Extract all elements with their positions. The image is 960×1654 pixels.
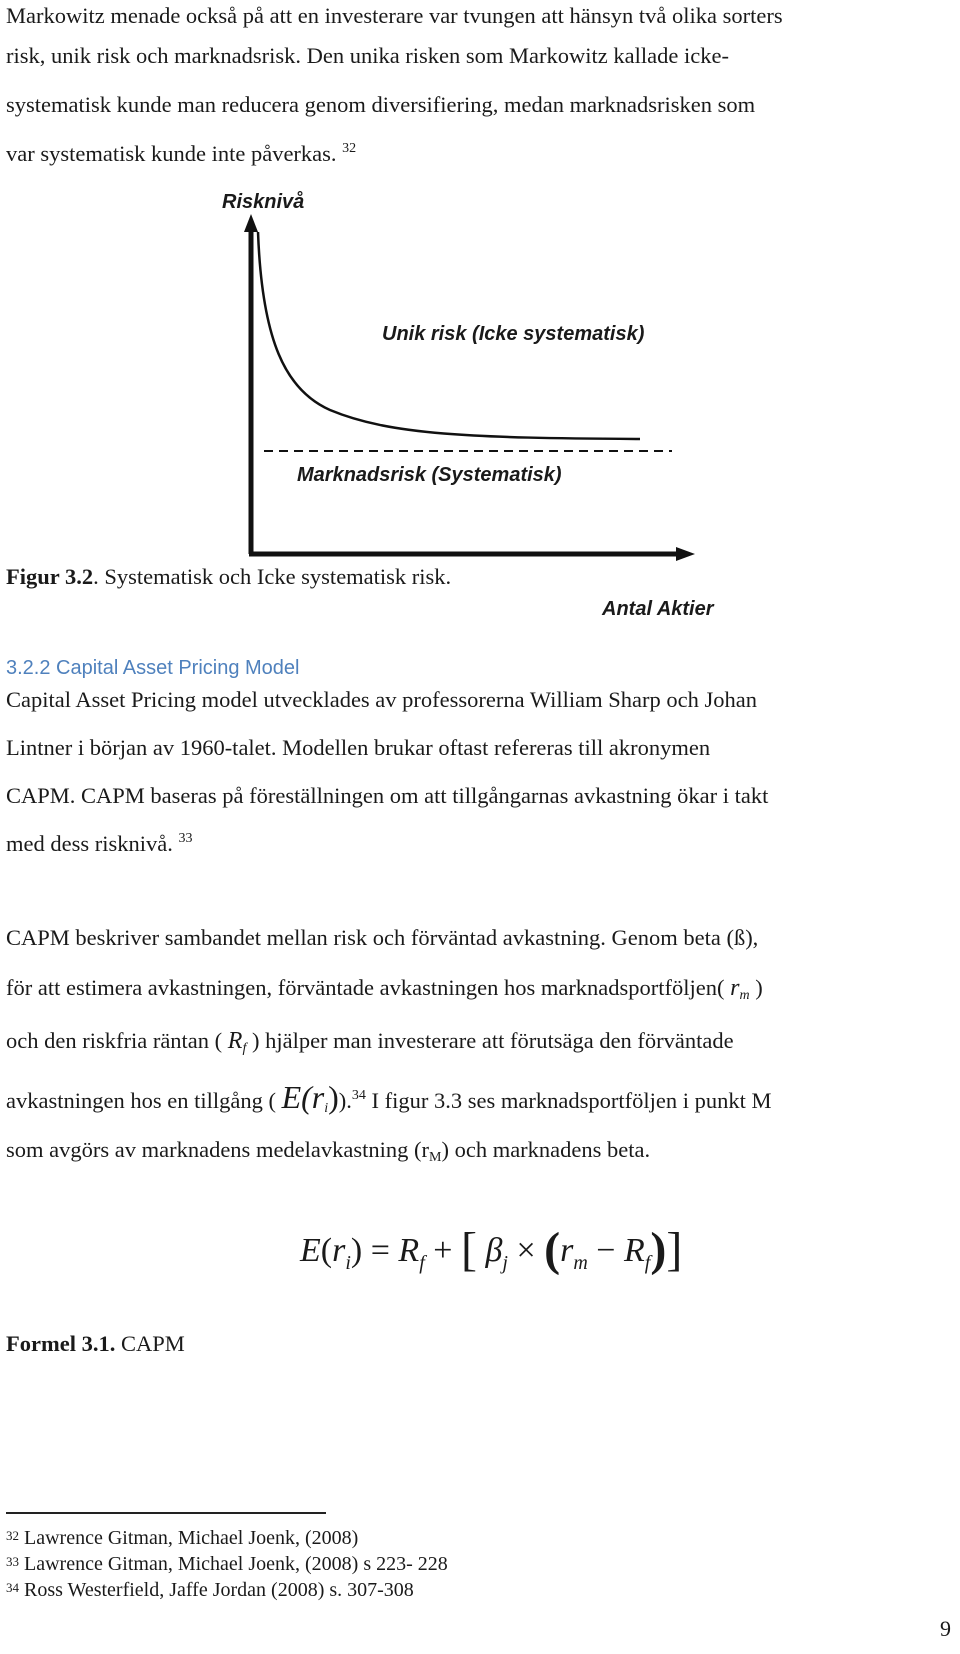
symbol-E-r-sub: i [324, 1101, 329, 1116]
figure-caption [6, 565, 451, 589]
p1-line-3: CAPM. CAPM baseras på föreställningen om att tillgångarnas avkastning ökar i takt [6, 783, 769, 808]
footnote-34-text: Ross Westerfield, Jaffe Jordan (2008) s. 307-308 [19, 1579, 414, 1601]
figure-caption-prefix: Figur 3.2 [6, 564, 94, 589]
figure-y-label: Risknivå [222, 191, 305, 213]
p2-line-4-close: ). [338, 1088, 352, 1113]
f-beta: β [485, 1232, 503, 1269]
page-number: 9 [940, 1616, 951, 1641]
footnote-34-num: 34 [6, 1580, 19, 1595]
p2-line-2-close: ) [749, 975, 763, 1000]
footnote-ref-32: 32 [342, 141, 357, 156]
f-lparen: ( [544, 1223, 561, 1276]
footnote-ref-33: 33 [178, 831, 193, 846]
f-R2: R [623, 1232, 645, 1269]
f-R: R [398, 1232, 420, 1269]
f-times: × [507, 1232, 545, 1269]
curve-label: Unik risk (Icke systematisk) [382, 323, 645, 345]
p1-line-2: Lintner i början av 1960-talet. Modellen brukar oftast refereras till akronymen [6, 735, 711, 760]
f-m: m [573, 1252, 588, 1274]
f-f2: f [644, 1252, 651, 1274]
f-r: r [332, 1232, 346, 1269]
p2-line-5 [6, 1137, 651, 1165]
f-close: ) [350, 1232, 363, 1269]
symbol-r: r [730, 975, 740, 1001]
symbol-R-sub: f [242, 1041, 247, 1056]
f-plus: + [424, 1232, 461, 1269]
symbol-E-r: E(r [281, 1079, 325, 1115]
p1-line-4 [6, 832, 192, 856]
p2-line-5-text: som avgörs av marknadens medelavkastning (r [6, 1137, 430, 1162]
p2-line-3-rest: ) hjälper man investerare att förutsäga den förväntade [246, 1028, 734, 1053]
f-minus: − [587, 1232, 624, 1269]
p2-line-3 [6, 1028, 734, 1056]
footnote-32-num: 32 [6, 1528, 19, 1543]
footnote-32-text: Lawrence Gitman, Michael Joenk, (2008) [19, 1527, 359, 1549]
p1-line-4-text: med dess risknivå. [6, 831, 173, 856]
x-axis-arrowhead [676, 547, 695, 561]
footnote-33 [6, 1552, 448, 1576]
formula-caption [6, 1332, 185, 1356]
f-rparen: ) [650, 1223, 667, 1276]
section-heading: 3.2.2 Capital Asset Pricing Model [6, 657, 300, 679]
f-rbracket: ] [666, 1223, 683, 1276]
risk-diversification-figure [0, 180, 960, 620]
p2-line-1: CAPM beskriver sambandet mellan risk och förväntad avkastning. Genom beta (ß), [6, 925, 759, 950]
p2-line-2 [6, 975, 763, 1003]
f-j: j [502, 1252, 508, 1274]
f-f: f [419, 1252, 425, 1274]
dashed-label: Marknadsrisk (Systematisk) [297, 464, 562, 486]
symbol-R: R [227, 1028, 243, 1054]
intro-line-4-text: var systematisk kunde inte påverkas. [6, 141, 337, 166]
intro-line-4 [6, 142, 356, 166]
p2-line-4 [6, 1079, 772, 1116]
formula-caption-bold: Formel 3.1. [6, 1331, 116, 1356]
figure-caption-text: . Systematisk och Icke systematisk risk. [93, 564, 452, 589]
footnote-33-text: Lawrence Gitman, Michael Joenk, (2008) s 223- 228 [19, 1553, 448, 1575]
formula-caption-text: CAPM [115, 1331, 185, 1356]
p2-line-5-rest: ) och marknadens beta. [441, 1137, 651, 1162]
f-E: E [300, 1232, 321, 1269]
p2-line-2-text: för att estimera avkastningen, förväntade avkastningen hos marknadsportföljen( [6, 975, 725, 1000]
symbol-E-close: ) [328, 1079, 339, 1115]
p2-line-3-text: och den riskfria räntan ( [6, 1028, 223, 1053]
f-r2: r [560, 1232, 574, 1269]
p2-line-5-sub: M [429, 1150, 442, 1165]
f-i: i [345, 1252, 351, 1274]
capm-formula [300, 1225, 682, 1276]
p2-line-4-rest: I figur 3.3 ses marknadsportföljen i punkt M [365, 1088, 772, 1113]
f-open: ( [320, 1232, 333, 1269]
intro-line-3: systematisk kunde man reducera genom diversifiering, medan marknadsrisken som [6, 92, 756, 117]
footnote-ref-34: 34 [351, 1088, 366, 1103]
p1-line-1: Capital Asset Pricing model utvecklades av professorerna William Sharp och Johan [6, 687, 758, 712]
f-lbracket: [ [460, 1223, 477, 1276]
footnote-33-num: 33 [6, 1554, 19, 1569]
figure-x-label: Antal Aktier [602, 598, 714, 620]
footnote-divider [6, 1512, 326, 1514]
footnote-32 [6, 1526, 358, 1550]
symbol-r-sub: m [739, 988, 750, 1003]
footnote-34 [6, 1578, 414, 1602]
f-eq: = [362, 1232, 399, 1269]
intro-line-2: risk, unik risk och marknadsrisk. Den unika risken som Markowitz kallade icke- [6, 43, 729, 68]
p2-line-4-text: avkastningen hos en tillgång ( [6, 1088, 276, 1113]
intro-line-1: Markowitz menade också på att en investerare var tvungen att hänsyn två olika sorters [6, 3, 783, 28]
